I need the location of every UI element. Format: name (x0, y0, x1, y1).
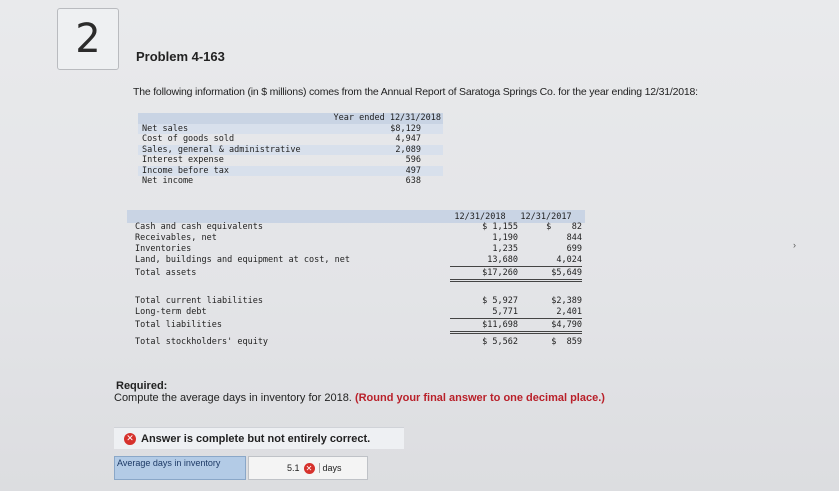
table-row (138, 176, 443, 187)
value-2018: $ 5,927 (482, 296, 518, 306)
row-value: 4,947 (395, 134, 421, 144)
row-label: Inventories (135, 244, 192, 254)
x-circle-icon: ✕ (304, 463, 315, 474)
problem-title: Problem 4-163 (136, 49, 225, 64)
row-label: Interest expense (142, 155, 224, 165)
table-row (127, 296, 585, 307)
row-label: Income before tax (142, 165, 229, 176)
row-label: Total assets (135, 268, 197, 278)
value-2017: $4,790 (514, 320, 582, 334)
income-statement-header-row (138, 113, 443, 124)
row-label: Cash and cash equivalents (135, 222, 263, 232)
row-label: Sales, general & administrative (142, 144, 301, 155)
balance-sheet-col-2017: 12/31/2017 (520, 212, 572, 222)
table-row (127, 268, 585, 279)
value-2017: 2,401 (514, 307, 582, 319)
table-row (127, 307, 585, 318)
x-circle-icon: ✕ (124, 433, 136, 445)
row-value: $8,129 (390, 123, 421, 134)
row-label: Total current liabilities (135, 296, 263, 306)
value-2017: $2,389 (551, 296, 582, 306)
value-2017: $ 82 (546, 222, 582, 232)
answer-unit: days (319, 463, 342, 473)
table-row (127, 233, 585, 244)
value-2017: 4,024 (514, 255, 582, 267)
value-2018: 5,771 (450, 307, 518, 319)
table-row (138, 166, 443, 177)
value-2018: 13,680 (450, 255, 518, 267)
table-row (127, 320, 585, 331)
table-row (138, 155, 443, 166)
row-label: Net income (142, 176, 194, 186)
income-statement-table (138, 113, 443, 187)
chevron-right-icon: › (793, 240, 796, 250)
row-value: 638 (405, 176, 421, 186)
row-value: 2,089 (395, 144, 421, 155)
row-label: Net sales (142, 123, 189, 134)
problem-intro: The following information (in $ millions) comes from the Annual Report of Saratoga Springs Co. for the year ending 12/31/2018: (133, 86, 698, 98)
table-row (138, 124, 443, 135)
value-2017: $ 859 (551, 337, 582, 347)
income-statement-header: Year ended 12/31/2018 (333, 113, 441, 123)
row-value: 596 (405, 155, 421, 165)
row-label: Cost of goods sold (142, 134, 235, 144)
table-row (127, 222, 585, 233)
value-2017: $5,649 (514, 268, 582, 282)
table-row (138, 134, 443, 145)
row-value: 497 (405, 165, 421, 176)
value-2018: 1,190 (492, 233, 518, 243)
question-number: 2 (57, 8, 119, 70)
value-2018: $ 5,562 (482, 337, 518, 347)
table-row (127, 244, 585, 255)
value-2017: 844 (566, 233, 582, 243)
row-label: Long-term debt (135, 307, 207, 317)
value-2018: $17,260 (450, 268, 518, 282)
table-row (127, 337, 585, 348)
table-row (138, 145, 443, 156)
row-label: Receivables, net (135, 233, 217, 243)
answer-status-box (114, 427, 404, 449)
value-2017: 699 (566, 244, 582, 254)
required-question: Compute the average days in inventory for 2018. (114, 392, 352, 404)
row-label: Total stockholders' equity (135, 337, 269, 347)
average-days-input[interactable] (248, 456, 368, 480)
balance-sheet-col-2018: 12/31/2018 (454, 212, 506, 222)
required-text (114, 392, 605, 404)
value-2018: 1,235 (492, 244, 518, 254)
average-days-label: Average days in inventory (114, 456, 246, 480)
answer-value: 5.1 (287, 463, 300, 473)
required-instruction: (Round your final answer to one decimal place.) (354, 392, 605, 404)
required-title: Required: (116, 380, 168, 392)
value-2018: $ 1,155 (482, 222, 518, 232)
value-2018: $11,698 (450, 320, 518, 334)
row-label: Land, buildings and equipment at cost, net (135, 255, 350, 265)
row-label: Total liabilities (135, 320, 222, 330)
table-row (127, 255, 585, 266)
answer-status-text: Answer is complete but not entirely correct. (141, 432, 371, 445)
